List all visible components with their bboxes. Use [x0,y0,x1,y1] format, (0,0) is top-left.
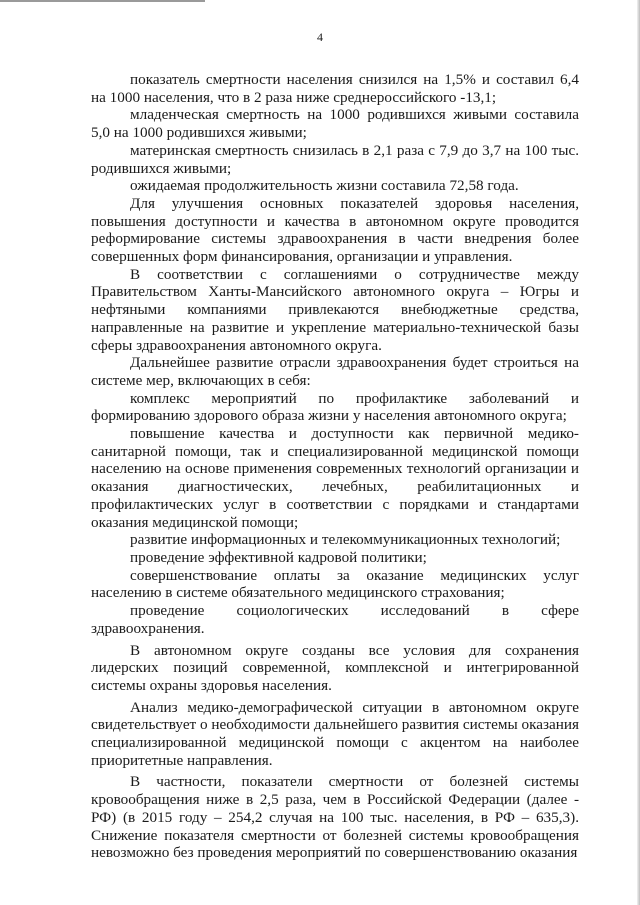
list-item-prevention: комплекс мероприятий по профилактике заболеваний и формированию здорового образа жизни у населения автономного округа; [91,389,579,425]
list-item-payment: совершенствование оплаты за оказание медицинских услуг населению в системе обязательного медицинского страхования; [91,566,579,602]
list-item-sociology: проведение социологических исследований в сфере здравоохранения. [91,602,579,637]
list-item-it: развитие информационных и телекоммуникационных технологий; [130,531,561,549]
list-item-quality: повышение качества и доступности как первичной медико-санитарной помощи, так и специализированной медицинской помощи населению на основе применения современных технологий организации и оказания диагностических, лечебных, реабилитационных и профилактических услуг в соответствии с порядками и стандартами оказания медицинской помощи; [91,425,579,531]
paragraph-measures-intro: Дальнейшее развитие отрасли здравоохранения будет строиться на системе мер, включающих в себя: [91,354,579,389]
paragraph-reform: Для улучшения основных показателей здоровья населения, повышения доступности и качества в автономном округе проводится реформирование системы здравоохранения в части внедрения более совершенных форм финансирования, организации и управления. [91,194,579,266]
paragraph-infant-mortality: младенческая смертность на 1000 родившихся живыми составила 5,0 на 1000 родившихся живыми; [91,106,579,142]
scan-edge-line [0,0,205,2]
paragraph-analysis: Анализ медико-демографической ситуации в автономном округе свидетельствует о необходимости дальнейшего развития системы оказания специализированной медицинской помощи с акцентом на наиболее приоритетные направления. [91,698,579,769]
paragraph-agreements: В соответствии с соглашениями о сотрудничестве между Правительством Ханты-Мансийского автономного округа – Югры и нефтяными компаниями привлекаются внебюджетные средства, направленные на развитие и укрепление материально-технической базы сферы здравоохранения автономного округа. [91,265,579,354]
list-item-personnel: проведение эффективной кадровой политики; [130,548,427,566]
page-number: 4 [317,30,323,44]
paragraph-conditions: В автономном округе созданы все условия для сохранения лидерских позиций современной, комплексной и интегрированной системы охраны здоровья населения. [91,641,579,694]
paragraph-circulatory: В частности, показатели смертности от болезней системы кровообращения ниже в 2,5 раза, чем в Российской Федерации (далее - РФ) (в 2015 году – 254,2 случая на 100 тыс. населения, в РФ – 635,3). Снижение показателя смертности от болезней системы кровообращения невозможно без проведения мероприятий по совершенствованию оказания [91,773,579,862]
document-body [91,71,579,862]
paragraph-mortality: показатель смертности населения снизился на 1,5% и составил 6,4 на 1000 населения, что в 2 раза ниже среднероссийского -13,1; [91,71,579,106]
paragraph-maternal-mortality: материнская смертность снизилась в 2,1 раза с 7,9 до 3,7 на 100 тыс. родившихся живыми; [91,141,579,177]
paragraph-life-expectancy: ожидаемая продолжительность жизни составила 72,58 года. [130,177,519,195]
